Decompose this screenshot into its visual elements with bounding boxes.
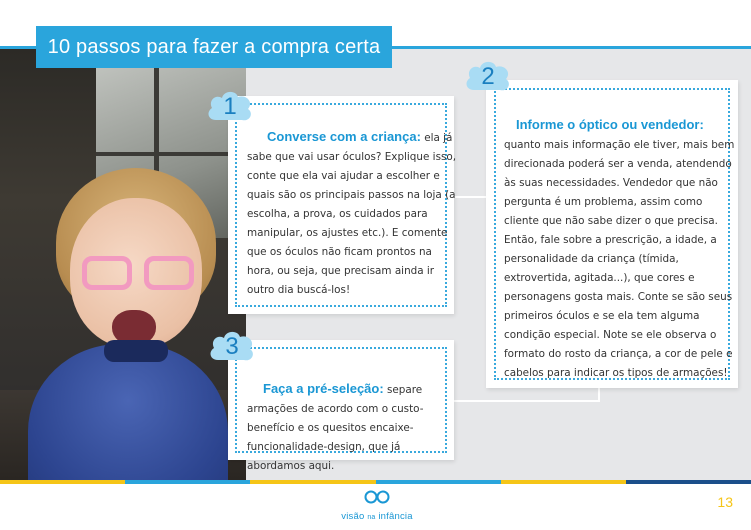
step-lead-3: Faça a pré-seleção:	[263, 381, 384, 396]
step-number-3: 3	[225, 333, 239, 360]
brand-logo	[330, 490, 424, 520]
step-number-1: 1	[223, 93, 237, 120]
cloud-badge-icon	[206, 326, 258, 368]
step-text-1	[247, 127, 457, 300]
connector-line	[454, 196, 490, 198]
step-body-1: ela já sabe que vai usar óculos? Explique isso, conte que ela vai ajudar a escolher e quais são os principais passos na loja (a escolha, a prova, os cuidados para manipular, os ajustes etc.). E comente que os óculos não ficam prontos na hora, ou seja, que precisam ainda ir outro dia buscá-los!	[247, 132, 457, 296]
footer-stripe	[0, 480, 751, 484]
glasses-logo-icon	[364, 490, 390, 504]
dotted-frame	[494, 88, 735, 380]
dotted-frame	[235, 103, 457, 307]
dotted-frame	[235, 347, 447, 472]
step-lead-2: Informe o óptico ou vendedor:	[516, 117, 704, 132]
title-banner	[36, 26, 392, 68]
step-card-3	[228, 340, 454, 472]
step-number-2: 2	[481, 63, 495, 90]
cloud-badge-icon	[204, 86, 256, 128]
connector-line	[598, 386, 600, 402]
page-title: 10 passos para fazer a compra certa	[47, 35, 381, 58]
step-lead-1: Converse com a criança:	[267, 129, 421, 144]
step-card-1	[228, 96, 457, 314]
connector-line	[454, 400, 600, 402]
cloud-badge-icon	[462, 56, 514, 98]
step-card-2	[486, 80, 738, 388]
logo-text: visão na infância	[341, 511, 413, 522]
page-number: 13	[717, 494, 733, 510]
step-body-2: quanto mais informação ele tiver, mais bem direcionada poderá ser a venda, atendendo às suas necessidades. Vendedor que não pergunta é um problema, assim como cliente que não sabe dizer o que precisa. Então, fale sobre a prescrição, a idade, a personalidade da criança (tímida, extrovertida, agitada...), que cores e personagens gosta mais. Conte se são seus primeiros óculos e se ela tem alguma condição especial. Note se ele observa o formato do rosto da criança, a cor de pele e cabelos para indicar os tipos de armações!	[504, 139, 735, 379]
step-body-3: separe armações de acordo com o custo-benefício e os quesitos encaixe-funcionalidade-design, que já abordamos aqui.	[247, 384, 424, 472]
step-text-3	[247, 379, 459, 476]
